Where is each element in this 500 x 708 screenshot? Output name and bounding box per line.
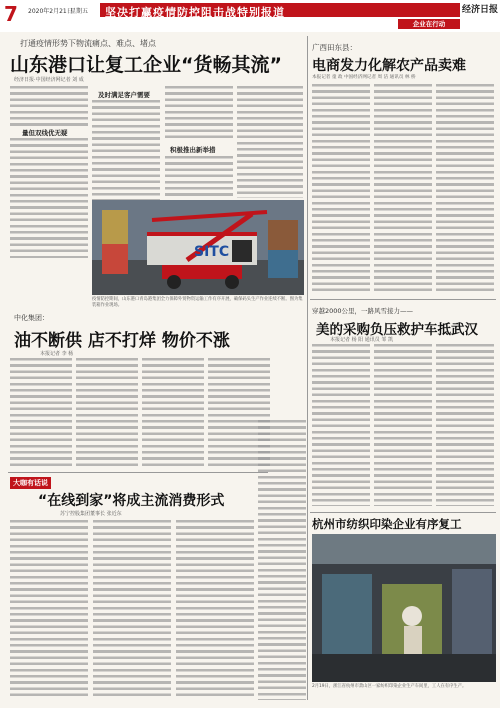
text-column xyxy=(176,520,254,700)
bottom-headline: “在线到家”将成主流消费形式 xyxy=(38,493,225,509)
main-kicker: 打通疫情形势下物流痛点、难点、堵点 xyxy=(20,39,156,48)
text-column xyxy=(165,86,233,142)
textile-factory-image xyxy=(312,534,496,682)
text-column xyxy=(237,86,303,198)
page-number: 7 xyxy=(4,2,18,26)
main-subhead-3: 积极推出新举措 xyxy=(170,146,216,154)
issue-date: 2020年2月21日 xyxy=(28,8,73,15)
text-column xyxy=(374,344,432,506)
ambulance-byline: 本报记者 杨 阳 通讯员 邹 凯 xyxy=(330,337,393,343)
text-column xyxy=(312,344,370,506)
ambulance-headline: 美的采购负压救护车抵武汉 xyxy=(316,322,478,338)
text-column xyxy=(436,344,494,506)
text-column xyxy=(165,156,233,198)
section-divider xyxy=(310,512,496,513)
section-divider xyxy=(8,472,268,473)
photo-caption: 疫情防控期间，山东港口青岛港集团全力保障外贸物资运输工作有序开展，确保码头生产作业连续不断。图为集装箱作业现场。 xyxy=(92,297,303,308)
issue-weekday: 星期五 xyxy=(70,8,89,15)
text-column xyxy=(76,358,138,468)
guangxi-byline: 本报记者 童 政 中国经济网记者 周 洁 通讯员 林 桥 xyxy=(312,75,416,80)
text-column xyxy=(10,138,88,258)
section-divider xyxy=(310,299,496,300)
main-headline: 山东港口让复工企业“货畅其流” xyxy=(10,54,282,76)
supermarket-byline: 本报记者 李 杨 xyxy=(40,351,74,357)
text-column xyxy=(374,84,432,294)
guangxi-kicker: 广西田东县： xyxy=(312,43,357,52)
newspaper-logo: 经济日报 xyxy=(462,5,499,15)
text-column xyxy=(10,86,88,126)
port-crane-image xyxy=(92,200,304,295)
main-byline: 经济日报·中国经济网记者 刘 成 xyxy=(14,77,84,83)
banner-title: 坚决打赢疫情防控阻击战特别报道 xyxy=(105,6,285,19)
main-subhead-2: 及时满足客户需要 xyxy=(98,91,150,99)
text-column xyxy=(258,420,306,700)
text-column xyxy=(312,84,370,294)
hangzhou-caption: 2月19日，浙江省杭州市萧山区一家纺织印染企业生产车间里，工人在有序生产。 xyxy=(312,684,467,689)
supermarket-headline: 油不断供 店不打烊 物价不涨 xyxy=(14,331,230,351)
bottom-byline: 苏宁控股集团董事长 张近东 xyxy=(60,511,122,517)
text-column xyxy=(10,520,88,700)
opinion-tag: 大咖有话说 xyxy=(10,477,51,489)
guangxi-headline: 电商发力化解农产品卖难 xyxy=(312,58,466,74)
text-column xyxy=(93,520,171,700)
hangzhou-headline: 杭州市纺织印染企业有序复工 xyxy=(312,517,462,531)
text-column xyxy=(10,358,72,468)
hangzhou-photo xyxy=(312,534,496,682)
ambulance-kicker: 穿越2000公里，一路风雪接力—— xyxy=(312,307,414,315)
column-divider xyxy=(307,36,308,700)
text-column xyxy=(142,358,204,468)
text-column xyxy=(436,84,494,294)
main-subhead-1: 量但双线优无疑 xyxy=(22,129,68,137)
container-label: SITC xyxy=(194,244,230,260)
section-tag: 企业在行动 xyxy=(398,19,460,29)
main-photo xyxy=(92,200,304,295)
supermarket-kicker: 中化集团： xyxy=(14,314,49,322)
